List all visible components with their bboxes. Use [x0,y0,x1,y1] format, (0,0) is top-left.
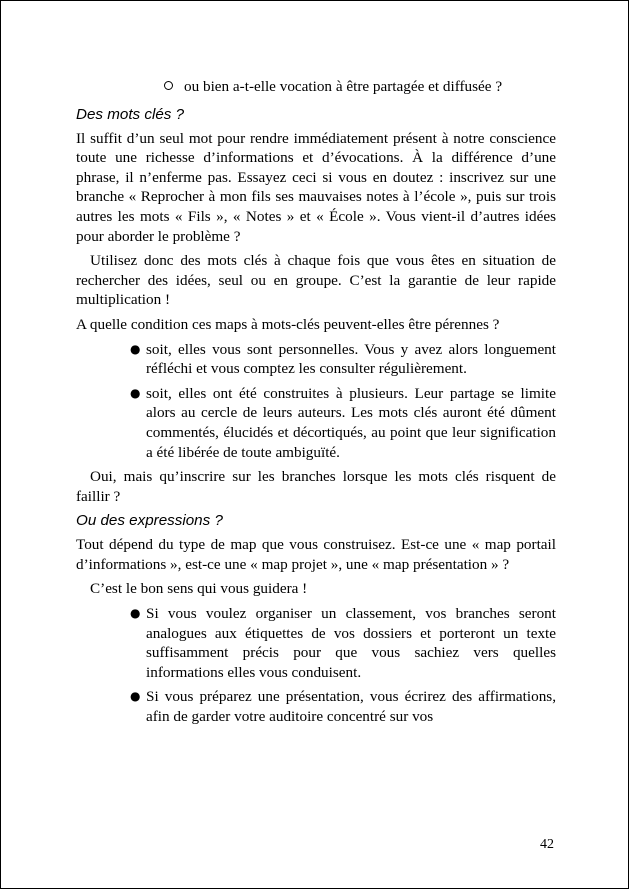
page-content [76,77,556,732]
bullet-icon: ● [130,341,141,356]
paragraph: Il suffit d’un seul mot pour rendre immédiatement présent à notre conscience toute une richesse d’informations et d’évocations. À la différence d’une phrase, il n’enferme pas. Essayez ceci si vous en doutez : inscrivez sur une branche « Reprocher à mon fils ses mauvaises notes à l’école », puis sur trois autres les mots « Fils », « Notes » et « École ». Vous vient-il d’autres idées pour aborder le problème ? [76,129,556,245]
bullet-icon: ● [130,606,141,621]
paragraph: Utilisez donc des mots clés à chaque fois que vous êtes en situation de rechercher des idées, seul ou en groupe. C’est la garantie de leur rapide multiplication ! [76,252,556,309]
list-item [130,687,556,726]
paragraph: Tout dépend du type de map que vous construisez. Est-ce une « map portail d’informations », est-ce une « map projet », une « map présentation » ? [76,536,556,573]
list-item [164,77,556,97]
bullet-icon: ● [130,385,141,400]
list-item [130,604,556,682]
list-item-text: soit, elles ont été construites à plusieurs. Leur partage se limite alors au cercle de leurs auteurs. Les mots clés auront été dûment commentés, élucidés et décortiqués, au point que leur signification a été libérée de toute ambiguïté. [146,384,556,461]
page-number: 42 [540,837,554,852]
list-item-text: Si vous voulez organiser un classement, vos branches seront analogues aux étiquettes de vos dossiers et porteront un texte suffisamment précis pour que vous sachiez vers quelles informations elles vous conduisent. [146,605,556,681]
section-heading-mots-cles: Des mots clés ? [76,105,185,123]
list-item [130,340,556,379]
bullet-list [76,604,556,727]
bullet-list [76,340,556,463]
list-item-text: ou bien a-t-elle vocation à être partagée et diffusée ? [184,78,503,95]
paragraph: A quelle condition ces maps à mots-clés peuvent-elles être pérennes ? [76,315,500,333]
list-item-text: Si vous préparez une présentation, vous écrirez des affirmations, afin de garder votre auditoire concentré sur vos [146,688,556,726]
list-item [130,384,556,462]
list-item-text: soit, elles vous sont personnelles. Vous y avez alors longuement réfléchi et vous comptez les consulter régulièrement. [146,340,556,378]
circle-bullet-icon [164,81,173,90]
bullet-icon: ● [130,689,141,704]
paragraph: Oui, mais qu’inscrire sur les branches lorsque les mots clés risquent de faillir ? [76,468,556,505]
section-heading-expressions: Ou des expressions ? [76,512,223,530]
paragraph: C’est le bon sens qui vous guidera ! [90,580,308,598]
